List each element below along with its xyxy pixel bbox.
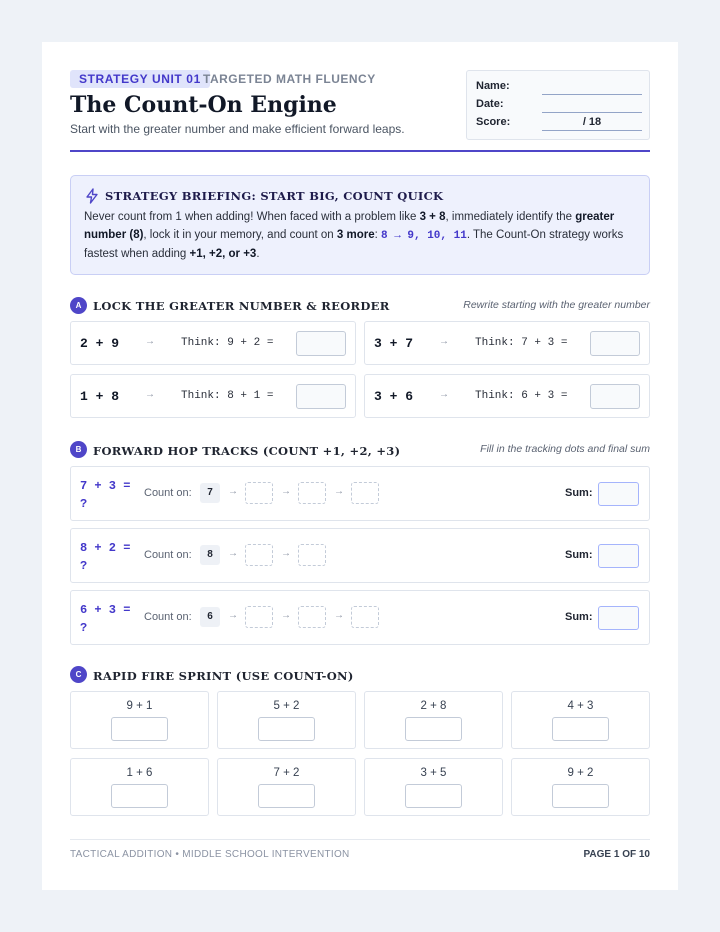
sprint-tile: [511, 691, 650, 749]
think-prompt: Think: 7 + 3 =: [475, 337, 568, 349]
answer-box[interactable]: [296, 331, 346, 356]
unit-subtitle: TARGETED MATH FLUENCY: [203, 72, 376, 86]
section-c-title: RAPID FIRE SPRINT (USE COUNT-ON): [93, 669, 354, 683]
briefing-text: Never count from 1 when adding! When faced with a problem like 3 + 8, immediately identify the greater number (8), lock it in your memory, and count on 3 more: 8 → 9, 10, 11. The Count-On strategy works fastest when adding +1, +2, or +3.: [84, 211, 624, 260]
section-a-marker: A: [70, 297, 87, 314]
footer-course: TACTICAL ADDITION • MIDDLE SCHOOL INTERVENTION: [70, 849, 350, 860]
problem-text: 3 + 7: [374, 336, 414, 351]
strategy-briefing: [70, 175, 650, 275]
tracking-dot[interactable]: [245, 544, 273, 566]
answer-box[interactable]: [590, 384, 640, 409]
sprint-problem: 9 + 2: [567, 767, 594, 779]
sprint-tile: [364, 691, 503, 749]
sprint-answer-box[interactable]: [111, 717, 168, 741]
arrow-icon: →: [228, 548, 238, 559]
sprint-answer-box[interactable]: [258, 717, 315, 741]
problem-text: 3 + 6: [374, 389, 414, 404]
sprint-problem: 7 + 2: [273, 767, 300, 779]
score-field[interactable]: [542, 130, 642, 131]
section-b-note: Fill in the tracking dots and final sum: [480, 443, 650, 455]
sprint-tile: [70, 758, 209, 816]
tracking-dot[interactable]: [298, 544, 326, 566]
page-number: PAGE 1 OF 10: [583, 849, 650, 860]
worksheet-page: [42, 42, 678, 890]
section-b-title: FORWARD HOP TRACKS (COUNT +1, +2, +3): [93, 444, 401, 458]
reorder-card: [70, 374, 356, 418]
sprint-problem: 5 + 2: [273, 700, 300, 712]
section-b-marker: B: [70, 441, 87, 458]
tracking-dot[interactable]: [298, 606, 326, 628]
page-title: The Count-On Engine: [70, 92, 337, 118]
name-label: Name:: [476, 80, 510, 92]
tracking-dot[interactable]: [298, 482, 326, 504]
tracking-dot[interactable]: [245, 606, 273, 628]
arrow-icon: →: [334, 486, 344, 497]
sum-label: Sum:: [565, 549, 593, 561]
arrow-icon: →: [281, 486, 291, 497]
sum-label: Sum:: [565, 611, 593, 623]
page-subtitle: Start with the greater number and make efficient forward leaps.: [70, 122, 405, 136]
sprint-problem: 4 + 3: [567, 700, 594, 712]
section-c-marker: C: [70, 666, 87, 683]
start-number: 7: [200, 483, 220, 503]
name-field[interactable]: [542, 94, 642, 95]
section-a-note: Rewrite starting with the greater number: [463, 299, 650, 311]
reorder-card: [70, 321, 356, 365]
sprint-tile: [217, 691, 356, 749]
sprint-answer-box[interactable]: [405, 717, 462, 741]
count-on-label: Count on:: [144, 611, 192, 623]
sprint-answer-box[interactable]: [111, 784, 168, 808]
sprint-answer-box[interactable]: [552, 784, 609, 808]
problem-text: 1 + 8: [80, 389, 120, 404]
date-label: Date:: [476, 98, 504, 110]
sprint-answer-box[interactable]: [405, 784, 462, 808]
arrow-icon: →: [145, 389, 155, 400]
sprint-tile: [364, 758, 503, 816]
arrow-icon: →: [334, 610, 344, 621]
header-divider: [70, 150, 650, 152]
tracking-dot[interactable]: [351, 606, 379, 628]
sum-label: Sum:: [565, 487, 593, 499]
arrow-icon: →: [145, 336, 155, 347]
sum-answer-box[interactable]: [598, 482, 639, 506]
date-field[interactable]: [542, 112, 642, 113]
problem-text: 8 + 2 = ?: [80, 541, 131, 573]
hop-track-card: [70, 528, 650, 583]
arrow-icon: →: [281, 548, 291, 559]
think-prompt: Think: 6 + 3 =: [475, 390, 568, 402]
arrow-icon: →: [439, 336, 449, 347]
sum-answer-box[interactable]: [598, 544, 639, 568]
sum-answer-box[interactable]: [598, 606, 639, 630]
tracking-dot[interactable]: [351, 482, 379, 504]
arrow-icon: →: [228, 486, 238, 497]
start-number: 8: [200, 545, 220, 565]
student-info-box: [466, 70, 650, 140]
sprint-tile: [511, 758, 650, 816]
think-prompt: Think: 8 + 1 =: [181, 390, 274, 402]
answer-box[interactable]: [590, 331, 640, 356]
sprint-problem: 1 + 6: [126, 767, 153, 779]
arrow-icon: →: [439, 389, 449, 400]
briefing-title: STRATEGY BRIEFING: START BIG, COUNT QUICK: [105, 189, 444, 203]
count-on-label: Count on:: [144, 487, 192, 499]
sprint-answer-box[interactable]: [552, 717, 609, 741]
sprint-problem: 9 + 1: [126, 700, 153, 712]
hop-track-card: [70, 466, 650, 521]
tracking-dot[interactable]: [245, 482, 273, 504]
arrow-icon: →: [281, 610, 291, 621]
reorder-card: [364, 374, 650, 418]
sprint-tile: [70, 691, 209, 749]
hop-track-card: [70, 590, 650, 645]
sprint-problem: 2 + 8: [420, 700, 447, 712]
problem-text: 2 + 9: [80, 336, 120, 351]
footer-divider: [70, 839, 650, 840]
problem-text: 6 + 3 = ?: [80, 603, 131, 635]
section-a-title: LOCK THE GREATER NUMBER & REORDER: [93, 299, 390, 313]
unit-badge: STRATEGY UNIT 01: [70, 70, 210, 88]
arrow-icon: →: [228, 610, 238, 621]
think-prompt: Think: 9 + 2 =: [181, 337, 274, 349]
count-sequence: 8 → 9, 10, 11: [381, 230, 467, 242]
sprint-problem: 3 + 5: [420, 767, 447, 779]
score-label: Score:: [476, 116, 511, 128]
reorder-card: [364, 321, 650, 365]
sprint-tile: [217, 758, 356, 816]
problem-text: 7 + 3 = ?: [80, 479, 131, 511]
sprint-answer-box[interactable]: [258, 784, 315, 808]
start-number: 6: [200, 607, 220, 627]
answer-box[interactable]: [296, 384, 346, 409]
score-value: / 18: [582, 116, 602, 128]
count-on-label: Count on:: [144, 549, 192, 561]
lightning-bolt-icon: [84, 188, 100, 204]
